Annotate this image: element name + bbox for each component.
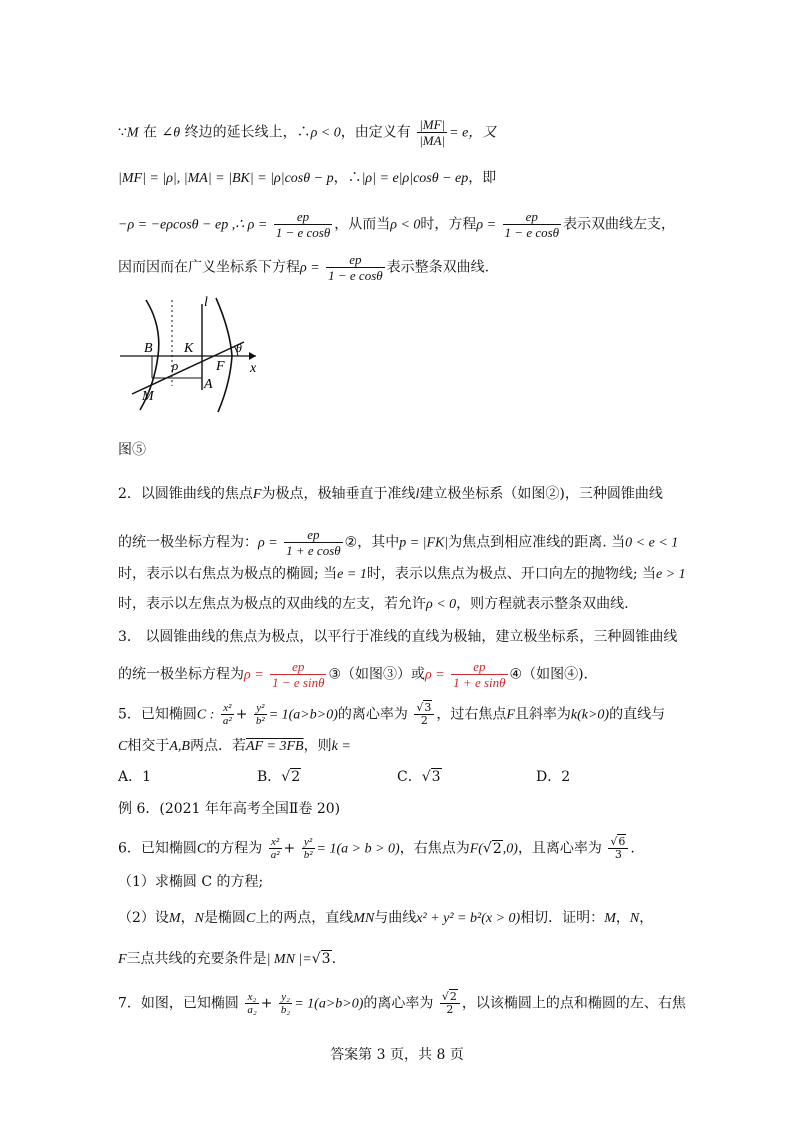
text-line-3	[118, 209, 675, 240]
radicand: 2	[291, 769, 301, 785]
sqrt-sign: √	[610, 835, 618, 848]
text: 因而因而在广义坐标系下方程	[118, 259, 300, 276]
point-f: F	[506, 707, 515, 723]
text: 相切．证明：	[520, 910, 605, 926]
text: ②，其中	[344, 534, 400, 551]
plus: +	[283, 840, 296, 857]
numerator: ep	[503, 209, 562, 225]
text: 时，表示以左焦点为极点的双曲线的左支，若允许	[118, 596, 426, 612]
text: 时，方程	[420, 216, 477, 233]
formula: ,0)	[502, 841, 518, 857]
formula: k =	[331, 739, 351, 754]
question-6-part-2-line-1	[118, 908, 653, 929]
text: 的直线与	[609, 706, 666, 723]
text: 时，表示以右焦点为极点的椭圆; 当	[118, 566, 338, 582]
formula: e > 1	[656, 567, 686, 582]
point-f: F	[252, 487, 262, 502]
fraction-y2-b2	[302, 836, 315, 861]
text: 的统一极坐标方程为	[118, 666, 244, 683]
text: ，且离心率为	[517, 840, 602, 857]
numerator: ep	[274, 209, 333, 225]
theta: θ	[173, 125, 181, 141]
text: 表示双曲线左支，	[563, 216, 676, 233]
label-b: B	[144, 341, 153, 356]
denominator: 2	[420, 714, 428, 727]
numerator: y²	[254, 702, 267, 715]
denominator: 1 − e sinθ	[272, 675, 325, 690]
denominator: 1 − e cosθ	[504, 225, 560, 240]
sqrt-sign: √	[311, 951, 321, 967]
formula: ρ =	[300, 260, 320, 276]
text: 的方程为	[206, 840, 263, 857]
text-line-2	[118, 168, 496, 189]
formula: −ρ = −eρcosθ − ep ,∴ ρ =	[118, 217, 268, 233]
fraction-y2-b2	[254, 702, 267, 727]
text-line-p2-2	[118, 527, 678, 558]
formula: x² + y² = b²(x > 0)	[416, 911, 521, 926]
text-line-p2-4	[118, 594, 629, 615]
formula: ρ =	[425, 667, 445, 683]
formula: 0 < e < 1	[625, 535, 679, 551]
plus: +	[260, 995, 273, 1012]
option-c-label: C．	[397, 769, 422, 785]
text-line-p3-1: 3． 以圆锥曲线的焦点为极点，以平行于准线的直线为极轴，建立极坐标系，三种圆锥曲线	[118, 629, 678, 645]
fraction-x2-a2-sub	[245, 991, 258, 1016]
denominator: 3	[614, 848, 622, 861]
text: 6．已知椭圆	[118, 840, 197, 857]
radicand: 3	[431, 769, 441, 785]
text: 2．以圆锥曲线的焦点	[118, 486, 253, 502]
formula: F(	[469, 841, 483, 857]
rho-lt-0: ρ < 0	[310, 125, 341, 141]
question-6-line-1	[118, 836, 635, 861]
formula: ρ < 0	[390, 217, 421, 233]
label-theta: θ	[236, 341, 242, 355]
text: .	[331, 951, 337, 967]
formula: |ρ| = e|ρ|cosθ − ep	[361, 171, 469, 186]
fraction-ep	[326, 252, 385, 283]
label-m: M	[142, 389, 154, 404]
formula: = 1(a > b > 0)	[316, 841, 400, 857]
text: ，	[180, 910, 195, 926]
text: 表示整条双曲线.	[386, 259, 490, 276]
numerator: ep	[284, 527, 343, 543]
text: 为极点，极轴垂直于准线	[261, 486, 416, 502]
text: 且斜率为	[514, 706, 571, 723]
fraction-y2-b2-sub	[279, 991, 292, 1016]
fraction-sqrt6-3	[608, 836, 628, 861]
hyperbola-figure	[118, 294, 268, 414]
fraction-mf-ma	[417, 117, 447, 148]
numerator: ep	[451, 659, 507, 675]
page-footer: 答案第 3 页，共 8 页	[330, 1047, 464, 1063]
text: 的离心率为	[337, 706, 408, 723]
text: 的统一极坐标方程为：	[118, 534, 258, 551]
text-line-p3-2	[118, 659, 588, 690]
fraction-sqrt2-2	[440, 991, 460, 1016]
text: 在 ∠	[138, 124, 174, 141]
denominator: 1 + e cosθ	[286, 543, 341, 558]
plus: +	[235, 706, 248, 723]
option-a[interactable]: A．1	[118, 769, 152, 785]
text-line-p2-1	[118, 484, 663, 505]
numerator: ep	[326, 252, 385, 268]
text: .	[630, 840, 635, 857]
numerator: y₂	[279, 991, 292, 1004]
text: 与曲线	[374, 910, 417, 926]
formula: ρ < 0	[426, 597, 457, 612]
formula: = 1(a>b>0)	[268, 707, 338, 723]
sqrt-sign: √	[441, 990, 449, 1003]
denominator: a₂	[247, 1004, 257, 1016]
label-f: F	[216, 359, 225, 374]
label-l: l	[204, 295, 208, 310]
fraction-x2-a2	[269, 836, 282, 861]
ellipse-c: C	[118, 739, 128, 754]
option-d[interactable]: D．2	[536, 769, 571, 785]
text: 时，表示以焦点为极点、开口向左的抛物线; 当	[366, 566, 657, 582]
point-f: F	[118, 952, 127, 967]
directrix-l: l	[415, 487, 420, 502]
denominator: b²	[255, 715, 265, 727]
because-symbol: ∵	[118, 124, 127, 141]
text: 上的两点，直线	[255, 910, 354, 926]
example-6-title: 例 6．(2021 年年高考全国Ⅱ卷 20)	[118, 801, 341, 817]
denominator: |MA|	[419, 133, 446, 148]
denominator: b₂	[280, 1004, 291, 1016]
formula: ρ =	[476, 217, 497, 233]
denominator: 2	[446, 1003, 454, 1016]
point-n: N	[629, 911, 640, 926]
numerator: |MF|	[419, 117, 446, 132]
text: ，由定义有	[340, 124, 411, 141]
formula: ρ =	[244, 667, 264, 683]
formula: p = |FK|	[399, 535, 449, 551]
text-line-1	[118, 117, 496, 148]
text: ④（如图④).	[509, 666, 588, 683]
denominator: 1 + e sinθ	[453, 675, 506, 690]
label-k: K	[184, 341, 194, 356]
numerator: ep	[270, 659, 326, 675]
formula: | MN |=	[266, 952, 312, 967]
text: ，从而当	[334, 216, 391, 233]
denominator: a²	[270, 849, 280, 861]
text: 三点共线的充要条件是	[126, 951, 267, 967]
text: = e，又	[449, 125, 497, 141]
numerator: x²	[269, 836, 282, 849]
numerator: x²	[221, 702, 234, 715]
text: （2）设	[118, 910, 169, 926]
numerator: y²	[302, 836, 315, 849]
text: ，	[615, 910, 630, 926]
fraction-sqrt3-2	[414, 702, 434, 727]
right-branch	[216, 298, 232, 412]
fraction-ep	[503, 209, 562, 240]
figure-caption: 图⑤	[118, 442, 146, 458]
text: ，右焦点为	[399, 840, 470, 857]
text: 7．如图，已知椭圆	[118, 995, 239, 1012]
fraction-ep	[284, 527, 343, 558]
formula: C :	[196, 707, 215, 723]
fraction-ep	[274, 209, 333, 240]
text: ，则	[303, 738, 332, 754]
sqrt-sign: √	[416, 701, 424, 714]
formula: e = 1	[337, 567, 367, 582]
axis-arrow	[249, 352, 256, 360]
radicand: 3	[321, 951, 331, 967]
denominator: b²	[303, 849, 313, 861]
point-n: N	[194, 911, 204, 926]
text-line-4	[118, 252, 489, 283]
text: ，即	[468, 170, 497, 186]
option-b-label: B．	[257, 769, 282, 785]
text: 建立极坐标系（如图②)，三种圆锥曲线	[419, 486, 663, 502]
sqrt-sign: √	[421, 769, 431, 785]
question-6-part-2-line-2	[118, 949, 336, 970]
option-c[interactable]	[397, 767, 442, 787]
formula: k(k>0)	[570, 707, 610, 723]
text: 为焦点到相应准线的距离. 当	[448, 534, 626, 551]
text: ，过右焦点	[436, 706, 507, 723]
point-m: M	[126, 125, 139, 141]
denominator: a²	[222, 715, 232, 727]
question-7-line-1	[118, 991, 686, 1016]
fraction-ep-sin-minus	[270, 659, 326, 690]
question-5-line-2	[118, 736, 351, 757]
formula: = 1(a>b>0)	[294, 996, 364, 1012]
text: 相交于	[127, 738, 170, 754]
text: 两点．若	[189, 738, 246, 754]
sqrt-sign: √	[482, 840, 492, 857]
line-mn: MN	[353, 911, 375, 926]
text-line-p2-3	[118, 564, 686, 585]
question-5-line-1	[118, 702, 665, 727]
radicand: 3	[424, 701, 432, 714]
question-6-part-1: （1）求椭圆 C 的方程;	[118, 874, 264, 890]
radicand: 6	[618, 835, 626, 848]
text: 的离心率为	[363, 995, 434, 1012]
text: 5．已知椭圆	[118, 706, 197, 723]
text: ，以该椭圆上的点和椭圆的左、右焦	[461, 995, 686, 1012]
ellipse-c: C	[196, 841, 207, 857]
radicand: 2	[449, 990, 457, 1003]
formula: |MF| = |ρ|, |MA| = |BK| = |ρ|cosθ − p	[118, 171, 334, 186]
label-x: x	[250, 361, 257, 376]
fraction-ep-sin-plus	[451, 659, 507, 690]
text: ，则方程就表示整条双曲线.	[456, 596, 629, 612]
numerator: x₂	[245, 991, 258, 1004]
text: ，	[639, 910, 654, 926]
denominator: 1 − e cosθ	[328, 268, 383, 283]
text: 终边的延长线上，∴	[180, 124, 311, 141]
point-m: M	[168, 911, 181, 926]
points-ab: A,B	[169, 739, 190, 754]
option-b[interactable]	[257, 767, 301, 787]
text: 是椭圆	[203, 910, 246, 926]
denominator: 1 − e cosθ	[275, 225, 331, 240]
sqrt-sign: √	[281, 769, 291, 785]
ellipse-c: C	[245, 911, 256, 926]
text: ③（如图③）或	[328, 666, 426, 683]
fraction-x2-a2	[221, 702, 234, 727]
formula: ρ =	[258, 535, 278, 551]
radicand: 2	[492, 840, 502, 857]
point-m: M	[604, 911, 616, 926]
text: ，∴	[333, 170, 362, 186]
vector-equation: AF = 3FB	[245, 739, 304, 754]
label-rho: ρ	[172, 358, 179, 373]
label-a: A	[204, 377, 213, 392]
